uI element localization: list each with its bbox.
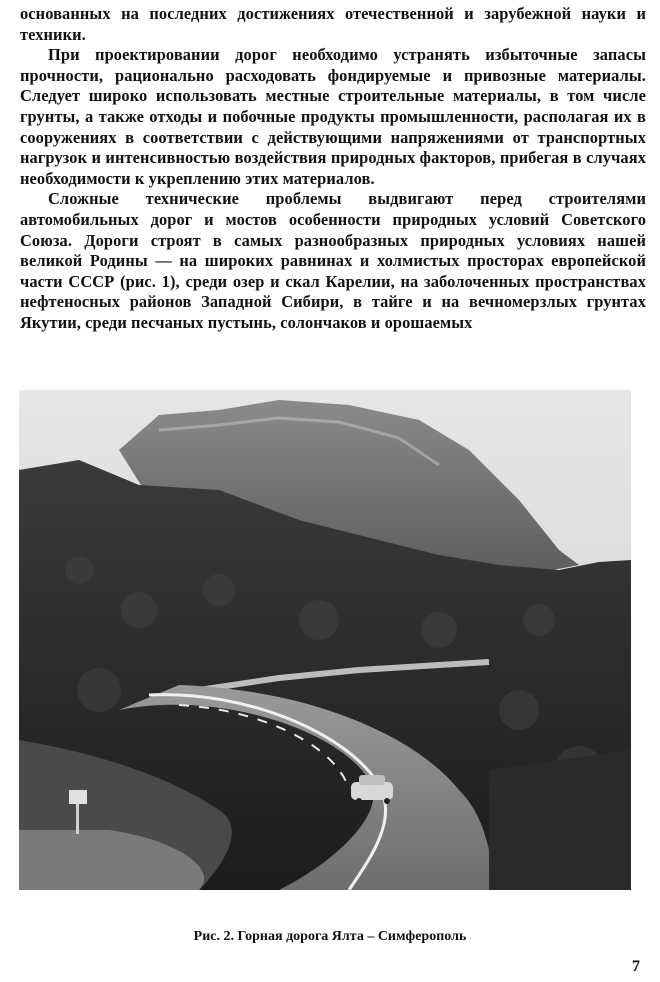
page-number: 7 xyxy=(632,958,640,975)
body-text xyxy=(20,4,646,334)
figure-caption: Рис. 2. Горная дорога Ялта – Симферополь xyxy=(193,929,467,944)
paragraph-continuation: основанных на последних достижениях отечественной и зарубежной науки и техники. xyxy=(20,4,646,44)
paragraph-natural-conditions: Сложные технические проблемы выдвигают перед строителями автомобильных дорог и мостов особенности природных условий Советского Союза. Дороги строят в самых разнообразных природных условиях нашей великой Родины — на широких равнинах и холмистых просторах европейской части СССР (рис. 1), среди озер и скал Карелии, на заболоченных пространствах нефтеносных районов Западной Сибири, в тайге и на вечномерзлых грунтах Якутии, среди песчаных пустынь, солончаков и орошаемых xyxy=(20,189,646,332)
photo-illustration xyxy=(19,390,631,890)
paragraph-design: При проектировании дорог необходимо устранять избыточные запасы прочности, рационально расходовать фондируемые и привозные материалы. Следует широко использовать местные строительные материалы, в том числе грунты, а также отходы и побочные продукты промышленности, располагая их в сооружениях в соответствии с действующими напряжениями от транспортных нагрузок и интенсивностью воздействия природных факторов, прибегая в случаях необходимости к укреплению этих материалов. xyxy=(20,45,646,188)
mountain-road-photo xyxy=(19,390,631,890)
